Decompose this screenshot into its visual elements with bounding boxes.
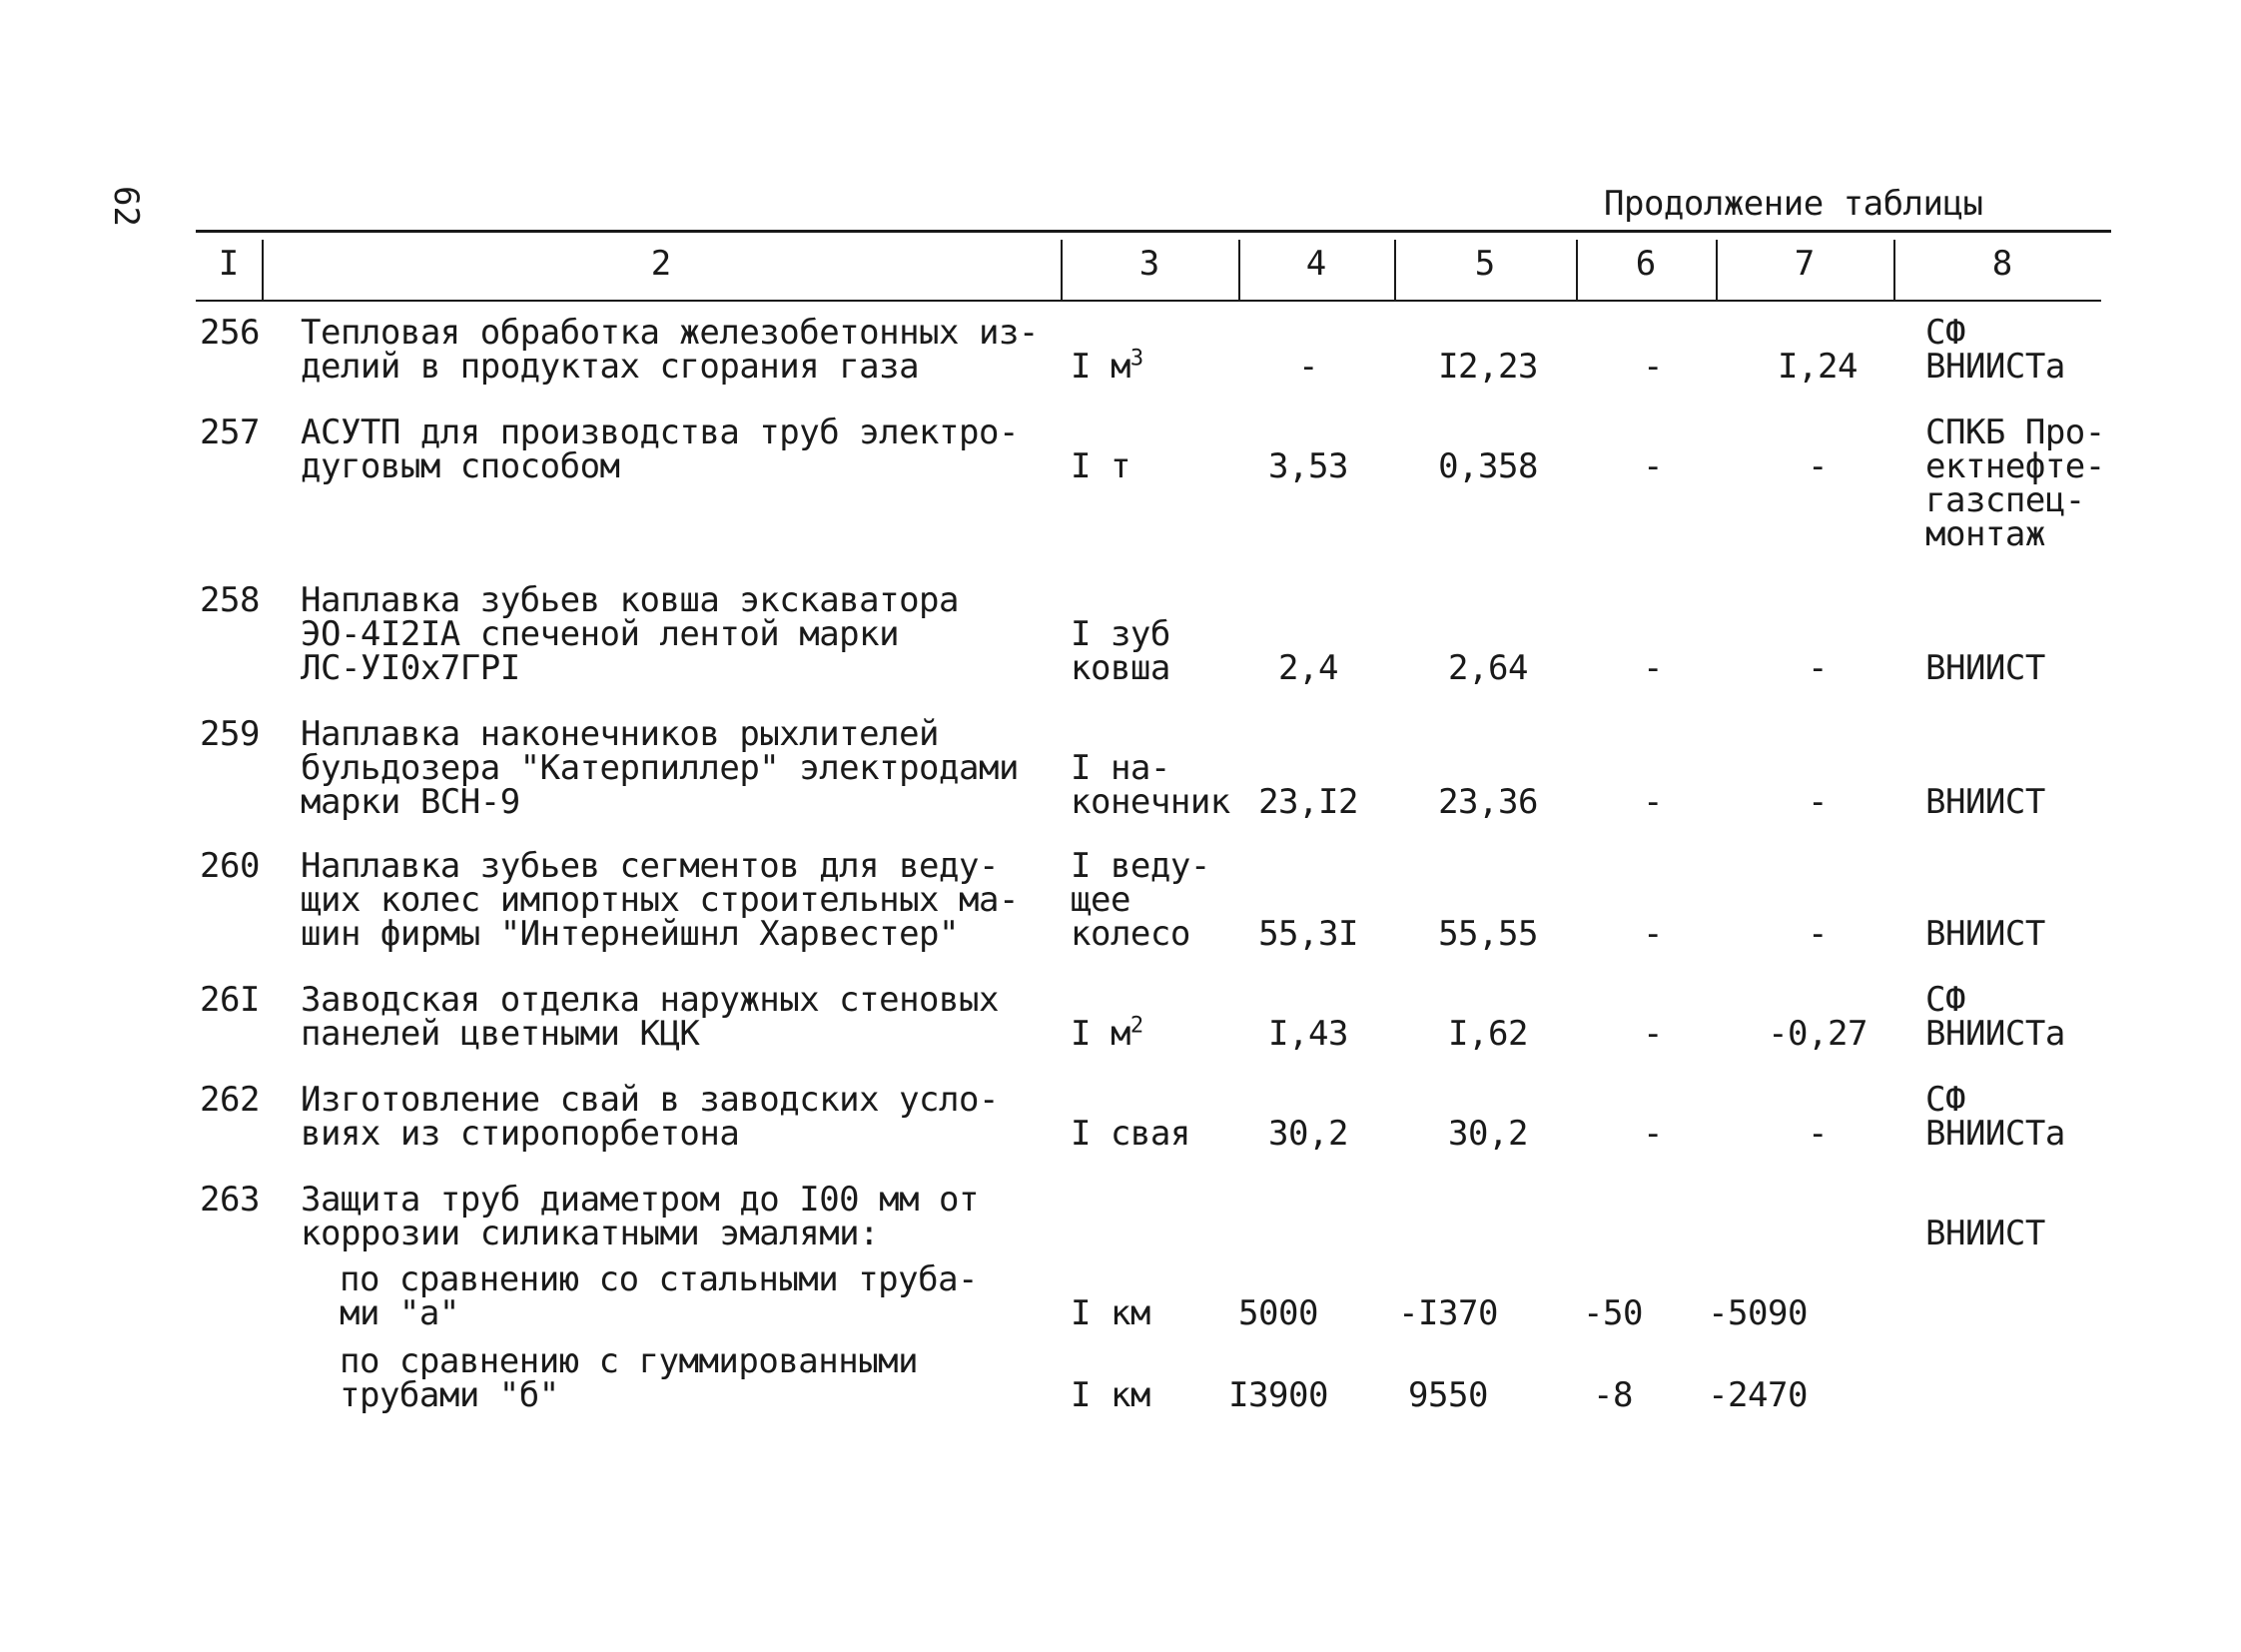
row-value-6: - xyxy=(1643,782,1663,822)
column-header-6: 6 xyxy=(1635,244,1657,284)
row-unit: I свая xyxy=(1071,1114,1190,1154)
row-number: 259 xyxy=(200,714,260,754)
table-top-rule xyxy=(196,230,2111,233)
row-name: Заводская отделка наружных стеновых панелей цветными КЦК xyxy=(301,980,999,1054)
row-value-5: 30,2 xyxy=(1448,1114,1528,1154)
row-value-5: 0,358 xyxy=(1438,446,1538,486)
row-name: Наплавка зубьев сегментов для веду- щих колес импортных строительных ма- шин фирмы "Интернейшнл Харвестер" xyxy=(301,846,1019,954)
subrow-value-5: -I370 xyxy=(1398,1293,1498,1333)
column-header-8: 8 xyxy=(1991,244,2013,284)
row-value-5: I2,23 xyxy=(1438,347,1538,387)
row-organization: ВНИИСТ xyxy=(1925,782,2045,822)
row-organization: СФ ВНИИСТа xyxy=(1925,1080,2065,1154)
row-value-7: - xyxy=(1808,914,1828,954)
table-caption: Продолжение таблицы xyxy=(1604,184,1983,224)
row-organization: ВНИИСТ xyxy=(1925,648,2045,688)
row-number: 260 xyxy=(200,846,260,886)
row-name: АСУТП для производства труб электро- дуговым способом xyxy=(301,413,1019,486)
row-organization: СФ ВНИИСТа xyxy=(1925,980,2065,1054)
row-number: 26I xyxy=(200,980,260,1020)
row-value-6: - xyxy=(1643,1014,1663,1054)
row-name: Наплавка наконечников рыхлителей бульдозера "Катерпиллер" электродами марки ВСН-9 xyxy=(301,714,1019,822)
row-value-7: - xyxy=(1808,446,1828,486)
row-value-6: - xyxy=(1643,347,1663,387)
row-name: Защита труб диаметром до I00 мм от коррозии силикатными эмалями: xyxy=(301,1180,979,1253)
column-header-2: 2 xyxy=(650,244,672,284)
column-header-1: I xyxy=(218,244,240,284)
row-value-5: I,62 xyxy=(1448,1014,1528,1054)
subrow-value-7: -2470 xyxy=(1708,1375,1808,1415)
row-number: 256 xyxy=(200,313,260,353)
row-value-5: 2,64 xyxy=(1448,648,1528,688)
row-unit: I $м^2$ xyxy=(1071,1013,1143,1054)
row-organization: ВНИИСТ xyxy=(1925,1214,2045,1253)
row-name: Изготовление свай в заводских усло- виях из стиропорбетона xyxy=(301,1080,999,1154)
row-organization: СФ ВНИИСТа xyxy=(1925,313,2065,387)
row-unit: I $м^3$ xyxy=(1071,346,1143,387)
row-value-5: 23,36 xyxy=(1438,782,1538,822)
row-value-4: 55,3I xyxy=(1258,914,1358,954)
row-number: 257 xyxy=(200,413,260,452)
subrow-unit: I км xyxy=(1071,1375,1150,1415)
row-organization: ВНИИСТ xyxy=(1925,914,2045,954)
row-value-7: I,24 xyxy=(1778,347,1858,387)
subrow-value-6: -50 xyxy=(1583,1293,1643,1333)
row-value-4: 23,I2 xyxy=(1258,782,1358,822)
header-bottom-rule xyxy=(196,300,2101,302)
subrow-unit: I км xyxy=(1071,1293,1150,1333)
subrow-value-7: -5090 xyxy=(1708,1293,1808,1333)
row-unit: I на- конечник xyxy=(1071,748,1230,822)
subrow-value-4: 5000 xyxy=(1238,1293,1318,1333)
row-value-4: 3,53 xyxy=(1268,446,1348,486)
page-number: 62 xyxy=(106,186,146,227)
row-number: 258 xyxy=(200,580,260,620)
row-value-4: - xyxy=(1298,347,1318,387)
row-organization: СПКБ Про- ектнефте- газспец- монтаж xyxy=(1925,413,2105,554)
row-value-4: 30,2 xyxy=(1268,1114,1348,1154)
subrow-value-5: 9550 xyxy=(1408,1375,1488,1415)
row-value-7: - xyxy=(1808,1114,1828,1154)
row-number: 263 xyxy=(200,1180,260,1220)
row-value-6: - xyxy=(1643,446,1663,486)
row-value-4: I,43 xyxy=(1268,1014,1348,1054)
column-header-3: 3 xyxy=(1138,244,1160,284)
row-unit: I веду- щее колесо xyxy=(1071,846,1210,954)
subrow-value-4: I3900 xyxy=(1228,1375,1328,1415)
subrow-value-6: -8 xyxy=(1593,1375,1633,1415)
row-value-7: - xyxy=(1808,648,1828,688)
row-number: 262 xyxy=(200,1080,260,1120)
subrow-name: по сравнению со стальными труба- ми "а" xyxy=(340,1259,979,1333)
row-value-5: 55,55 xyxy=(1438,914,1538,954)
row-value-6: - xyxy=(1643,1114,1663,1154)
row-value-7: -0,27 xyxy=(1768,1014,1868,1054)
row-name: Тепловая обработка железобетонных из- делий в продуктах сгорания газа xyxy=(301,313,1039,387)
row-value-6: - xyxy=(1643,648,1663,688)
row-value-7: - xyxy=(1808,782,1828,822)
row-value-4: 2,4 xyxy=(1278,648,1338,688)
row-value-6: - xyxy=(1643,914,1663,954)
row-unit: I т xyxy=(1071,446,1130,486)
column-header-5: 5 xyxy=(1474,244,1496,284)
row-unit: I зуб ковша xyxy=(1071,614,1170,688)
column-header-4: 4 xyxy=(1305,244,1327,284)
column-header-7: 7 xyxy=(1794,244,1816,284)
row-name: Наплавка зубьев ковша экскаватора ЭО-4I2IA спеченой лентой марки ЛС-УI0х7ГРI xyxy=(301,580,960,688)
subrow-name: по сравнению с гуммированными трубами "б" xyxy=(340,1341,919,1415)
